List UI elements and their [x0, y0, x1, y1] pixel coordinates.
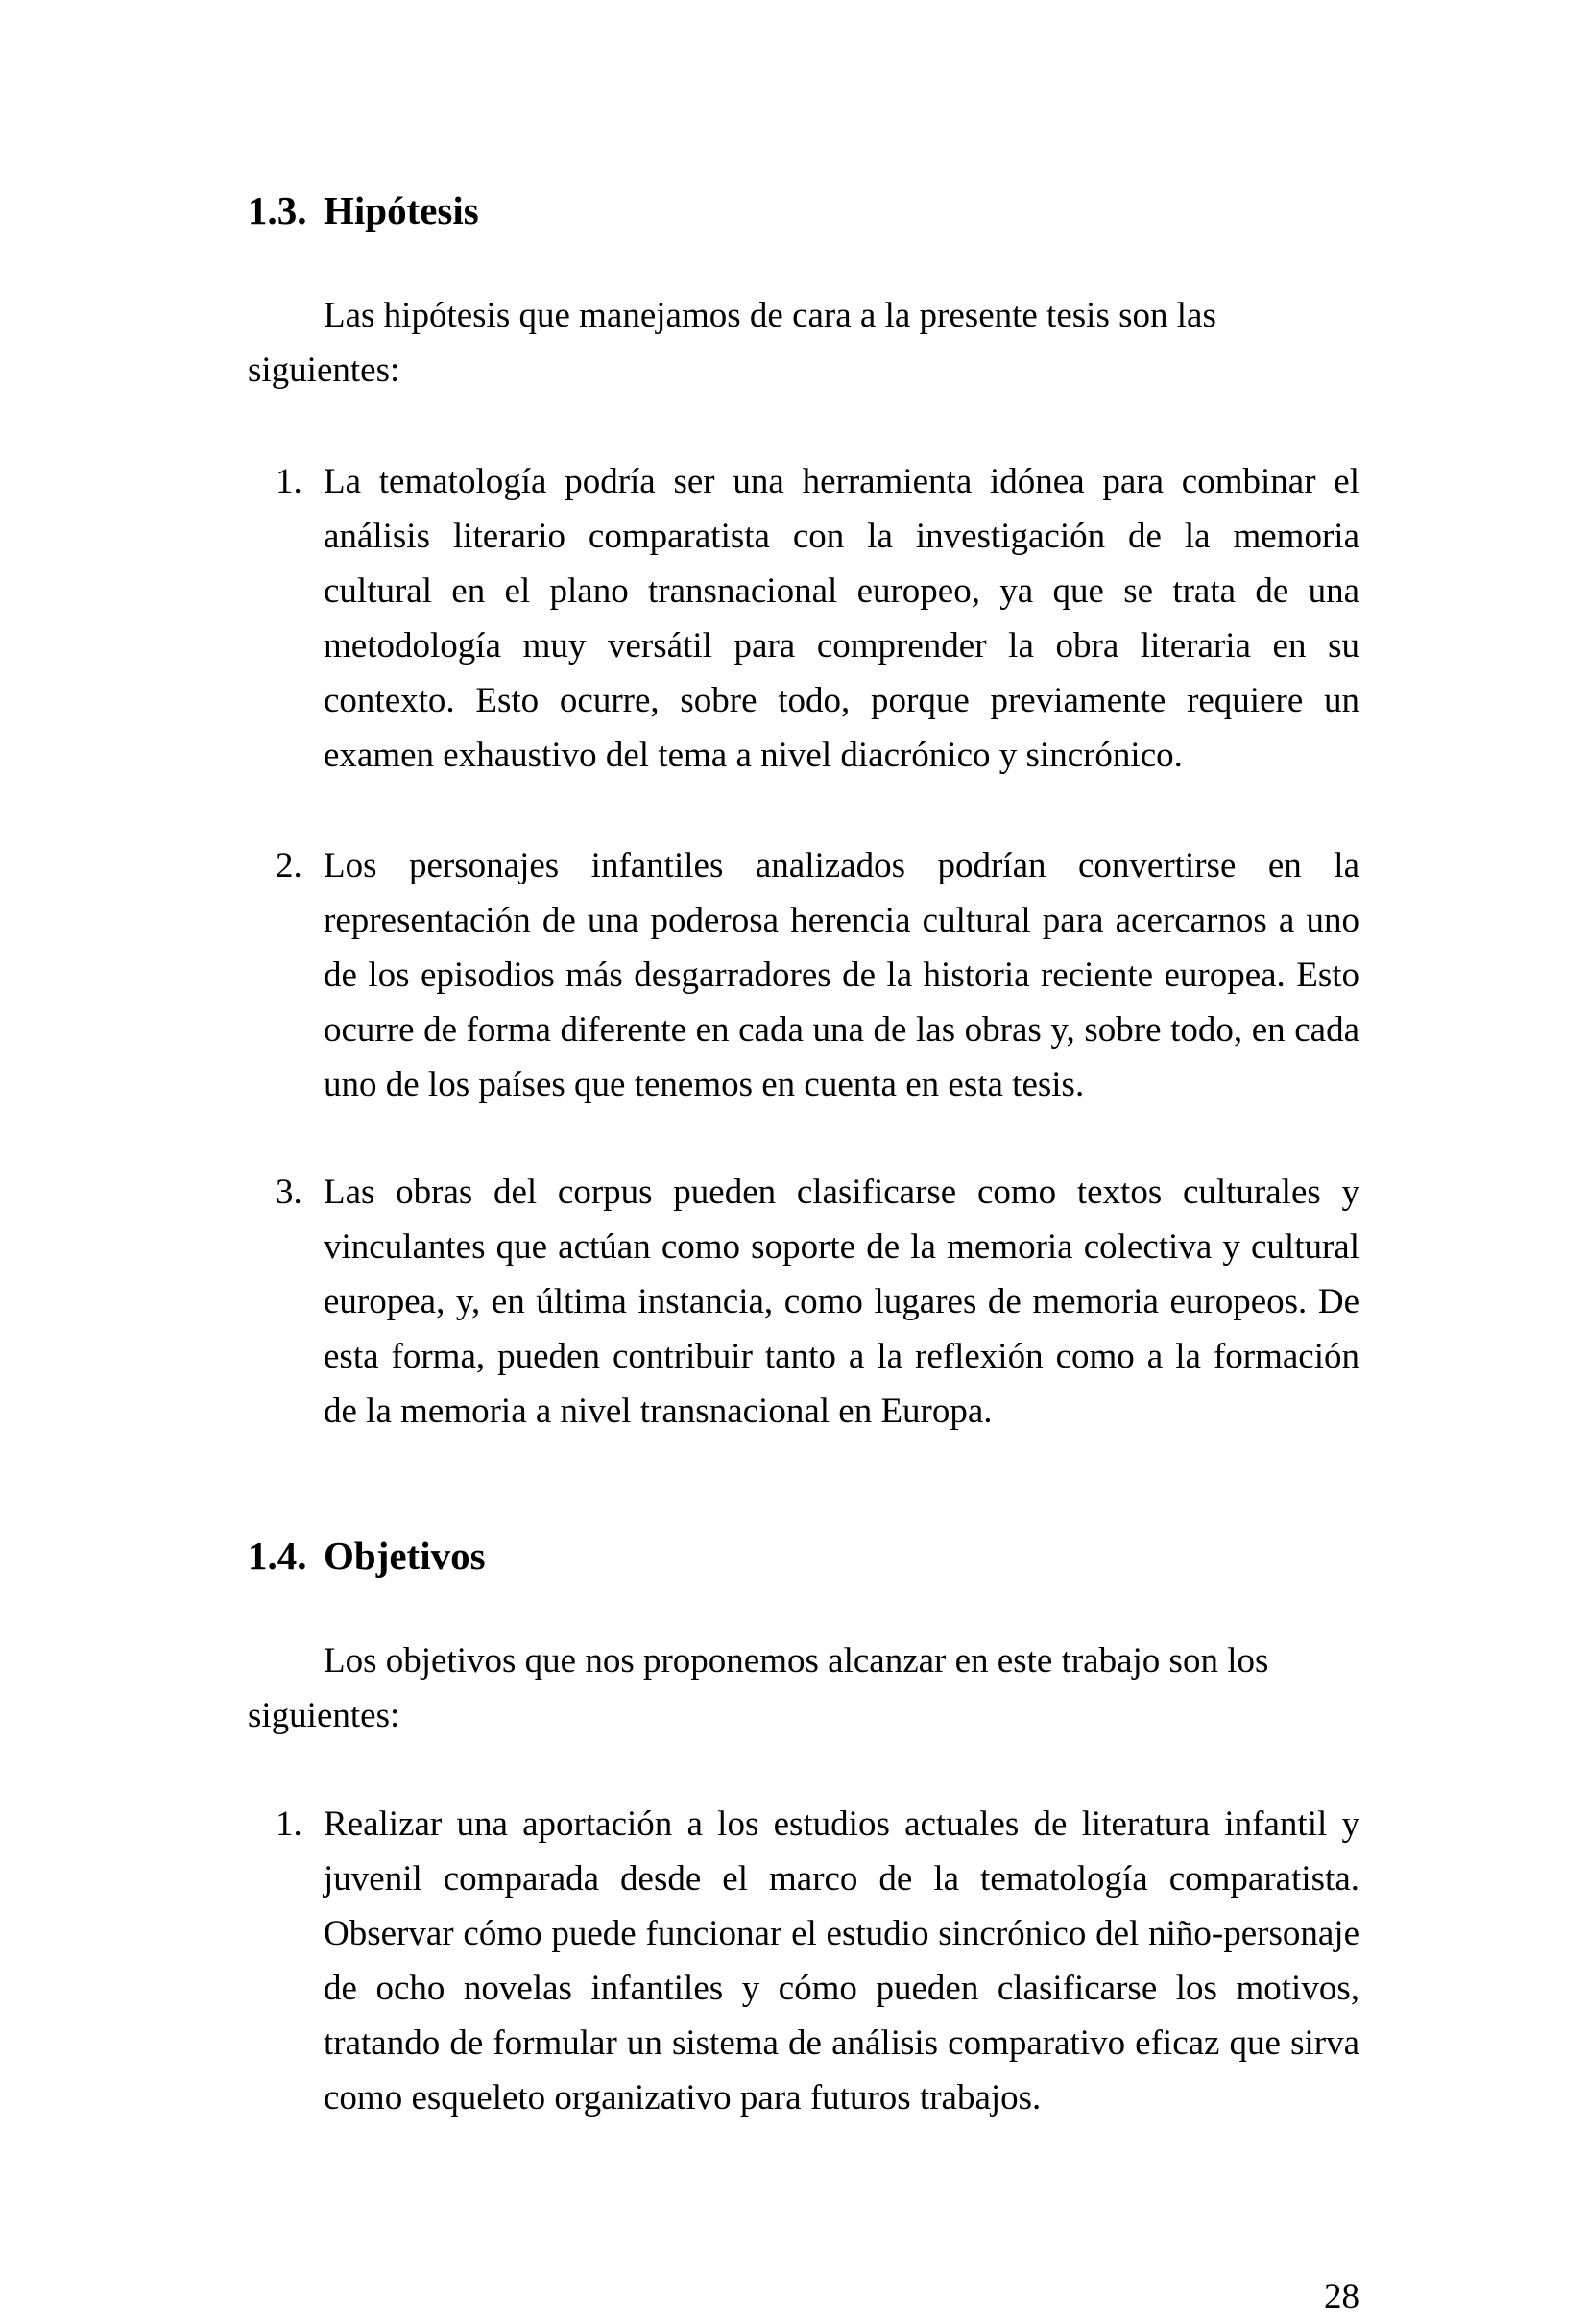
section-title: Objetivos: [324, 1534, 486, 1578]
list-item-number: 3.: [276, 1173, 302, 1212]
list-item-text: Realizar una aportación a los estudios actuales de literatura infantil y juvenil comparada desde el marco de la tematología comparatista. Observar cómo puede funcionar el estudio sincrónico del niño-personaje de ocho novelas infantiles y cómo pueden clasificarse los motivos, tratando de formular un sistema de análisis comparativo eficaz que sirva como esqueleto organizativo para futuros trabajos.: [324, 1804, 1359, 2118]
objectives-list: [248, 1797, 1359, 2125]
list-item-number: 1.: [276, 462, 302, 501]
page-number: 28: [1324, 2277, 1359, 2316]
section-intro: Los objetivos que nos proponemos alcanzar en este trabajo son los siguientes:: [248, 1641, 1269, 1735]
list-item-number: 2.: [276, 846, 302, 885]
section-intro: Las hipótesis que manejamos de cara a la presente tesis son las siguientes:: [248, 296, 1216, 390]
list-item-text: Los personajes infantiles analizados podrían convertirse en la representación de una poderosa herencia cultural para acercarnos a uno de los episodios más desgarradores de la historia reciente europea. Esto ocurre de forma diferente en cada una de las obras y, sobre todo, en cada uno de los países que tenemos en cuenta en esta tesis.: [324, 846, 1359, 1104]
hypotheses-list: [248, 454, 1359, 1439]
list-item-text: Las obras del corpus pueden clasificarse como textos culturales y vinculantes que actúan como soporte de la memoria colectiva y cultural europea, y, en última instancia, como lugares de memoria europeos. De esta forma, pueden contribuir tanto a la reflexión como a la formación de la memoria a nivel transnacional en Europa.: [324, 1173, 1359, 1431]
section-heading-hipotesis: [248, 183, 1359, 238]
list-item: [248, 454, 1359, 783]
section-heading-objetivos: [248, 1529, 1359, 1584]
list-item: [248, 838, 1359, 1112]
list-item: [248, 1165, 1359, 1439]
list-item: [248, 1797, 1359, 2125]
list-item-number: 1.: [276, 1804, 302, 1844]
section-title: Hipótesis: [324, 188, 479, 232]
section-number: 1.4.: [248, 1534, 307, 1578]
section-number: 1.3.: [248, 188, 307, 232]
list-item-text: La tematología podría ser una herramienta idónea para combinar el análisis literario comparatista con la investigación de la memoria cultural en el plano transnacional europeo, ya que se trata de una metodología muy versátil para comprender la obra literaria en su contexto. Esto ocurre, sobre todo, porque previamente requiere un examen exhaustivo del tema a nivel diacrónico y sincrónico.: [324, 462, 1359, 775]
